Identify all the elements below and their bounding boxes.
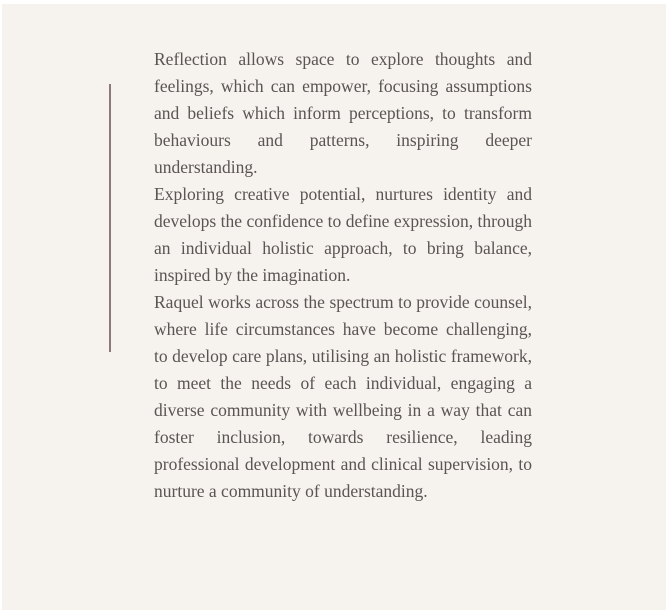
paragraph-reflection: Reflection allows space to explore thoughts and feelings, which can empower, focusing assumptions and beliefs which inform perceptions, to transform behaviours and patterns, inspiring deeper understanding. [154, 49, 532, 177]
paragraph-creative-potential: Exploring creative potential, nurtures identity and develops the confidence to define expression, through an individual holistic approach, to bring balance, inspired by the imagination. [154, 184, 532, 285]
content-panel [2, 4, 666, 610]
paragraph-raquel-counsel: Raquel works across the spectrum to provide counsel, where life circumstances have become challenging, to develop care plans, utilising an holistic framework, to meet the needs of each individual, engaging a diverse community with wellbeing in a way that can foster inclusion, towards resilience, leading professional development and clinical supervision, to nurture a community of understanding. [154, 292, 532, 501]
decorative-vertical-rule [109, 84, 111, 352]
text-block [154, 46, 532, 505]
